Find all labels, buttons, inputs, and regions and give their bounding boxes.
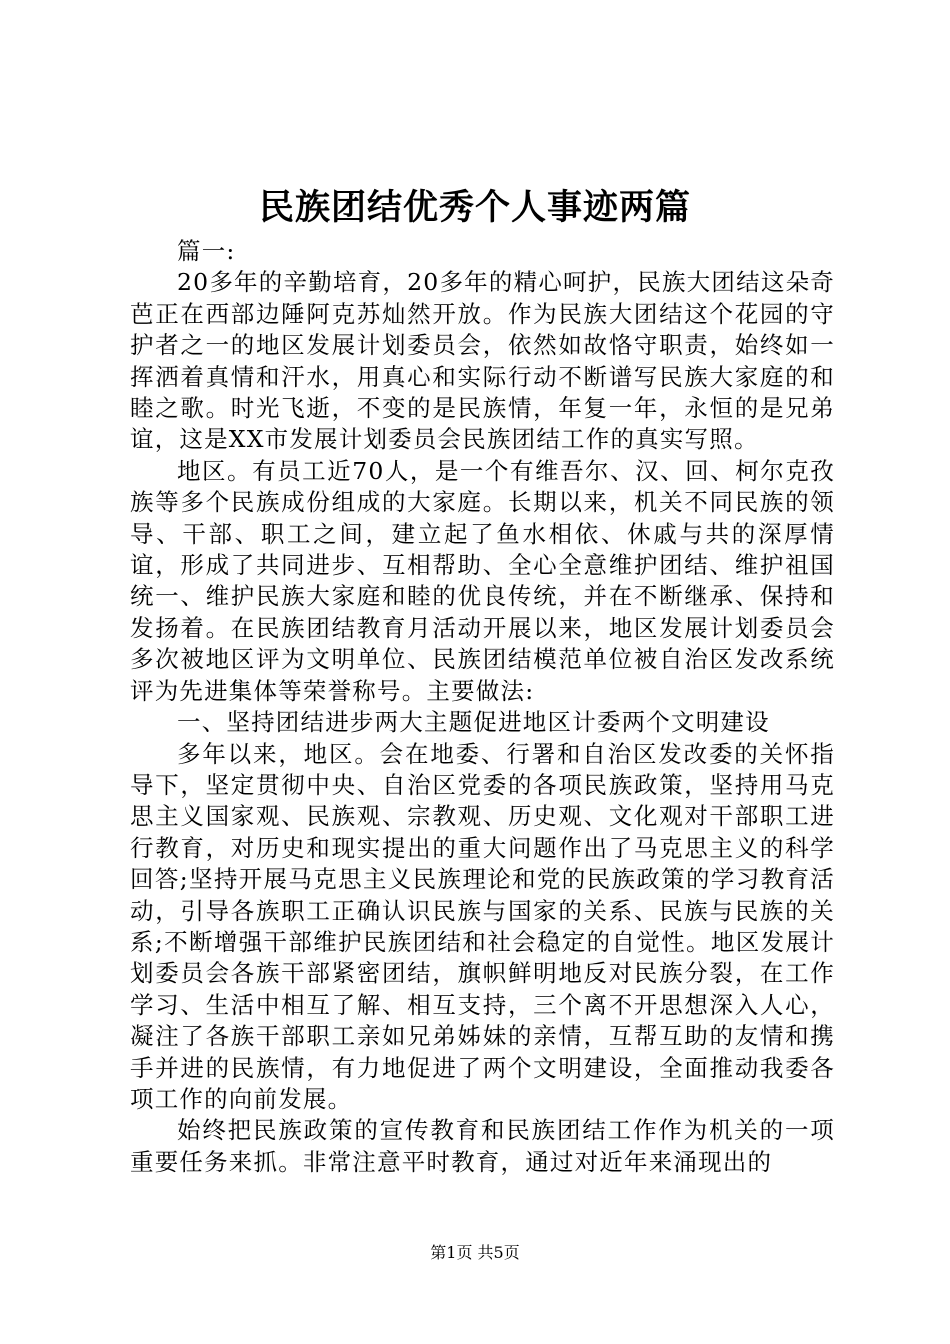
- section-heading: 篇一:: [177, 237, 236, 265]
- document-body: [130, 236, 835, 1178]
- paragraph: 地区。有员工近70人，是一个有维吾尔、汉、回、柯尔克孜族等多个民族成份组成的大家庭。长期以来，机关不同民族的领导、干部、职工之间，建立起了鱼水相依、休戚与共的深厚情谊，形成了共同进步、互相帮助、全心全意维护团结、维护祖国统一、维护民族大家庭和睦的优良传统，并在不断继承、保持和发扬着。在民族团结教育月活动开展以来，地区发展计划委员会多次被地区评为文明单位、民族团结模范单位被自治区发改系统评为先进集体等荣誉称号。主要做法:: [130, 456, 835, 705]
- subsection-heading: 一、坚持团结进步两大主题促进地区计委两个文明建设: [177, 708, 770, 737]
- document-title: 民族团结优秀个人事迹两篇: [258, 187, 691, 228]
- paragraph: 始终把民族政策的宣传教育和民族团结工作作为机关的一项重要任务来抓。非常注意平时教育，通过对近年来涌现出的: [130, 1116, 835, 1176]
- paragraph: 多年以来，地区。会在地委、行署和自治区发改委的关怀指导下，坚定贯彻中央、自治区党委的各项民族政策，坚持用马克思主义国家观、民族观、宗教观、历史观、文化观对干部职工进行教育，对历史和现实提出的重大问题作出了马克思主义的科学回答;坚持开展马克思主义民族理论和党的民族政策的学习教育活动，引导各族职工正确认识民族与国家的关系、民族与民族的关系;不断增强干部维护民族团结和社会稳定的自觉性。地区发展计划委员会各族干部紧密团结，旗帜鲜明地反对民族分裂，在工作学习、生活中相互了解、相互支持，三个离不开思想深入人心，凝注了各族干部职工亲如兄弟姊妹的亲情，互帮互助的友情和携手并进的民族情，有力地促进了两个文明建设，全面推动我委各项工作的向前发展。: [130, 739, 835, 1113]
- page-number-footer: 第1页 共5页: [430, 1243, 520, 1262]
- paragraph: 20多年的辛勤培育，20多年的精心呵护，民族大团结这朵奇芭正在西部边陲阿克苏灿然开放。作为民族大团结这个花园的守护者之一的地区发展计划委员会，依然如故恪守职责，始终如一挥洒着真情和汗水，用真心和实际行动不断谱写民族大家庭的和睦之歌。时光飞逝，不变的是民族情，年复一年，永恒的是兄弟谊，这是XX市发展计划委员会民族团结工作的真实写照。: [130, 268, 835, 454]
